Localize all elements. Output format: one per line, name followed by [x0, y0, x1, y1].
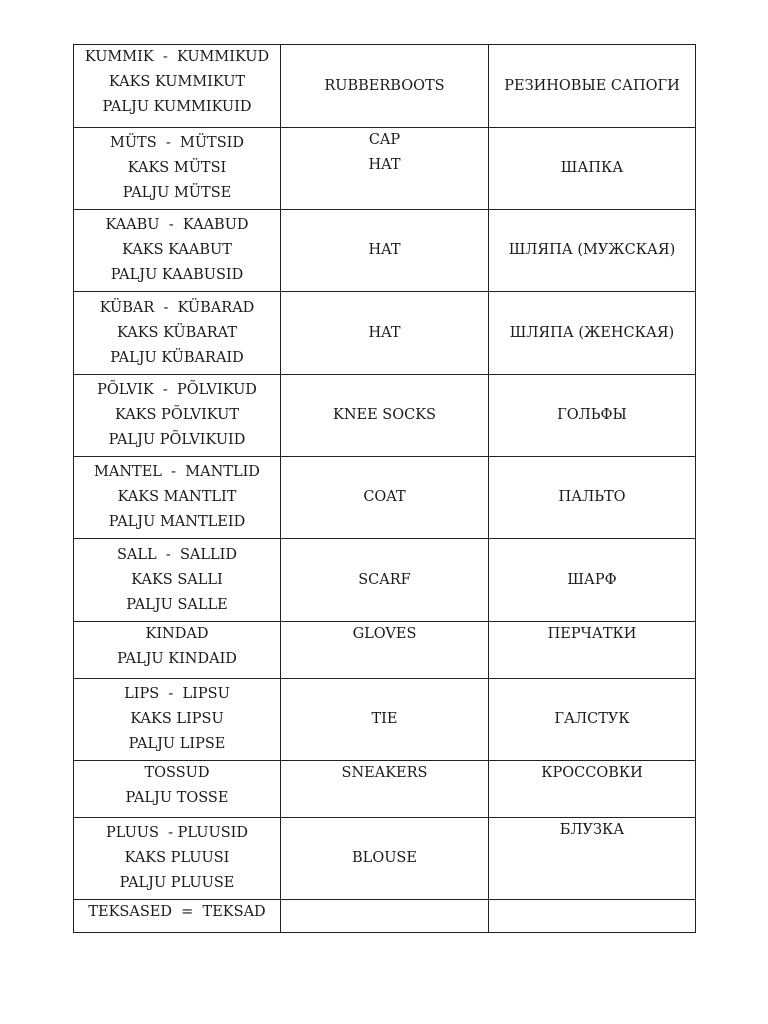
- table-row: [74, 375, 696, 457]
- estonian-line: KAKS KAABUT: [122, 242, 232, 258]
- table-row: [74, 622, 696, 679]
- russian-line: ПАЛЬТО: [558, 489, 626, 505]
- english-line: SCARF: [358, 571, 411, 588]
- table-row: [74, 45, 696, 128]
- estonian-line: KAKS PLUUSI: [124, 850, 230, 866]
- russian-cell: [489, 45, 696, 128]
- estonian-cell: [74, 818, 281, 900]
- english-line: HAT: [368, 157, 401, 173]
- estonian-line: PALJU PÕLVIKUID: [108, 432, 246, 448]
- russian-line: ШЛЯПА (ЖЕНСКАЯ): [509, 324, 675, 341]
- russian-cell: [489, 210, 696, 292]
- estonian-line: KAABU - KAABUD: [105, 217, 249, 233]
- estonian-line: KAKS KÜBARAT: [116, 324, 238, 341]
- english-cell: [281, 292, 489, 375]
- estonian-cell: [74, 210, 281, 292]
- estonian-line: PALJU KAABUSID: [110, 267, 244, 283]
- russian-cell: [489, 539, 696, 622]
- table-row: [74, 818, 696, 900]
- russian-line: РЕЗИНОВЫЕ САПОГИ: [504, 77, 680, 94]
- estonian-line: PALJU MÜTSE: [122, 185, 232, 201]
- estonian-cell: [74, 539, 281, 622]
- russian-line: ШАРФ: [567, 571, 617, 588]
- estonian-line: SALL - SALLID: [116, 546, 237, 563]
- english-cell: [281, 45, 489, 128]
- estonian-line: LIPS - LIPSU: [124, 686, 230, 702]
- estonian-line: KINDAD: [145, 626, 209, 642]
- russian-cell: [489, 900, 696, 933]
- estonian-line: TEKSASED = TEKSAD: [88, 904, 266, 920]
- table-row: [74, 457, 696, 539]
- estonian-line: KAKS MÜTSI: [127, 160, 227, 176]
- russian-line: ШАПКА: [560, 160, 624, 176]
- russian-cell: [489, 622, 696, 679]
- estonian-cell: [74, 679, 281, 761]
- english-cell: [281, 761, 489, 818]
- english-cell: [281, 128, 489, 210]
- estonian-line: PLUUS - PLUUSID: [105, 825, 248, 841]
- russian-line: ШЛЯПА (МУЖСКАЯ): [508, 242, 676, 258]
- english-cell: [281, 457, 489, 539]
- english-line: COAT: [363, 489, 406, 505]
- english-line: RUBBERBOOTS: [324, 77, 445, 94]
- table-row: [74, 761, 696, 818]
- estonian-line: PALJU KÜBARAID: [110, 349, 244, 366]
- estonian-line: MÜTS - MÜTSID: [109, 135, 245, 151]
- russian-cell: [489, 761, 696, 818]
- estonian-cell: [74, 128, 281, 210]
- english-line: SNEAKERS: [341, 765, 428, 781]
- estonian-line: KUMMIK - KUMMIKUD: [84, 49, 270, 65]
- english-cell: [281, 900, 489, 933]
- english-cell: [281, 679, 489, 761]
- estonian-cell: [74, 292, 281, 375]
- russian-line: БЛУЗКА: [559, 822, 625, 838]
- estonian-line: PALJU TOSSE: [125, 790, 229, 806]
- russian-line: КРОССОВКИ: [541, 765, 643, 781]
- english-line: HAT: [368, 242, 401, 258]
- english-cell: [281, 539, 489, 622]
- russian-cell: [489, 292, 696, 375]
- english-cell: [281, 622, 489, 679]
- estonian-line: TOSSUD: [144, 765, 210, 781]
- russian-line: ПЕРЧАТКИ: [547, 626, 637, 642]
- russian-line: ГОЛЬФЫ: [557, 407, 627, 423]
- estonian-cell: [74, 375, 281, 457]
- table-row: [74, 292, 696, 375]
- vocabulary-table: [73, 44, 696, 933]
- estonian-line: PALJU PLUUSE: [119, 875, 235, 891]
- table-row: [74, 539, 696, 622]
- russian-cell: [489, 818, 696, 900]
- estonian-line: KAKS SALLI: [131, 571, 223, 588]
- estonian-line: KAKS KUMMIKUT: [108, 74, 246, 90]
- english-line: BLOUSE: [352, 850, 417, 866]
- russian-cell: [489, 128, 696, 210]
- english-cell: [281, 210, 489, 292]
- table-row: [74, 210, 696, 292]
- estonian-cell: [74, 900, 281, 933]
- estonian-line: PALJU LIPSE: [128, 736, 226, 752]
- estonian-line: KAKS PÕLVIKUT: [114, 407, 240, 423]
- english-line: TIE: [371, 711, 398, 727]
- estonian-line: PALJU KINDAID: [117, 651, 237, 667]
- estonian-line: PALJU KUMMIKUID: [102, 99, 252, 115]
- estonian-line: KAKS LIPSU: [130, 711, 224, 727]
- estonian-line: PÕLVIK - PÕLVIKUD: [97, 382, 257, 398]
- table-row: [74, 900, 696, 933]
- estonian-cell: [74, 457, 281, 539]
- english-line: HAT: [368, 324, 401, 341]
- english-line: CAP: [368, 132, 401, 148]
- estonian-line: PALJU MANTLEID: [108, 514, 246, 530]
- estonian-line: KAKS MANTLIT: [117, 489, 237, 505]
- russian-cell: [489, 457, 696, 539]
- table-row: [74, 679, 696, 761]
- english-cell: [281, 818, 489, 900]
- english-line: GLOVES: [352, 626, 417, 642]
- russian-cell: [489, 679, 696, 761]
- estonian-line: PALJU SALLE: [126, 596, 228, 613]
- estonian-line: MANTEL - MANTLID: [94, 464, 260, 480]
- estonian-cell: [74, 761, 281, 818]
- english-cell: [281, 375, 489, 457]
- estonian-cell: [74, 622, 281, 679]
- estonian-cell: [74, 45, 281, 128]
- english-line: KNEE SOCKS: [333, 407, 436, 423]
- russian-cell: [489, 375, 696, 457]
- estonian-line: KÜBAR - KÜBARAD: [99, 299, 255, 316]
- table-row: [74, 128, 696, 210]
- russian-line: ГАЛСТУК: [554, 711, 630, 727]
